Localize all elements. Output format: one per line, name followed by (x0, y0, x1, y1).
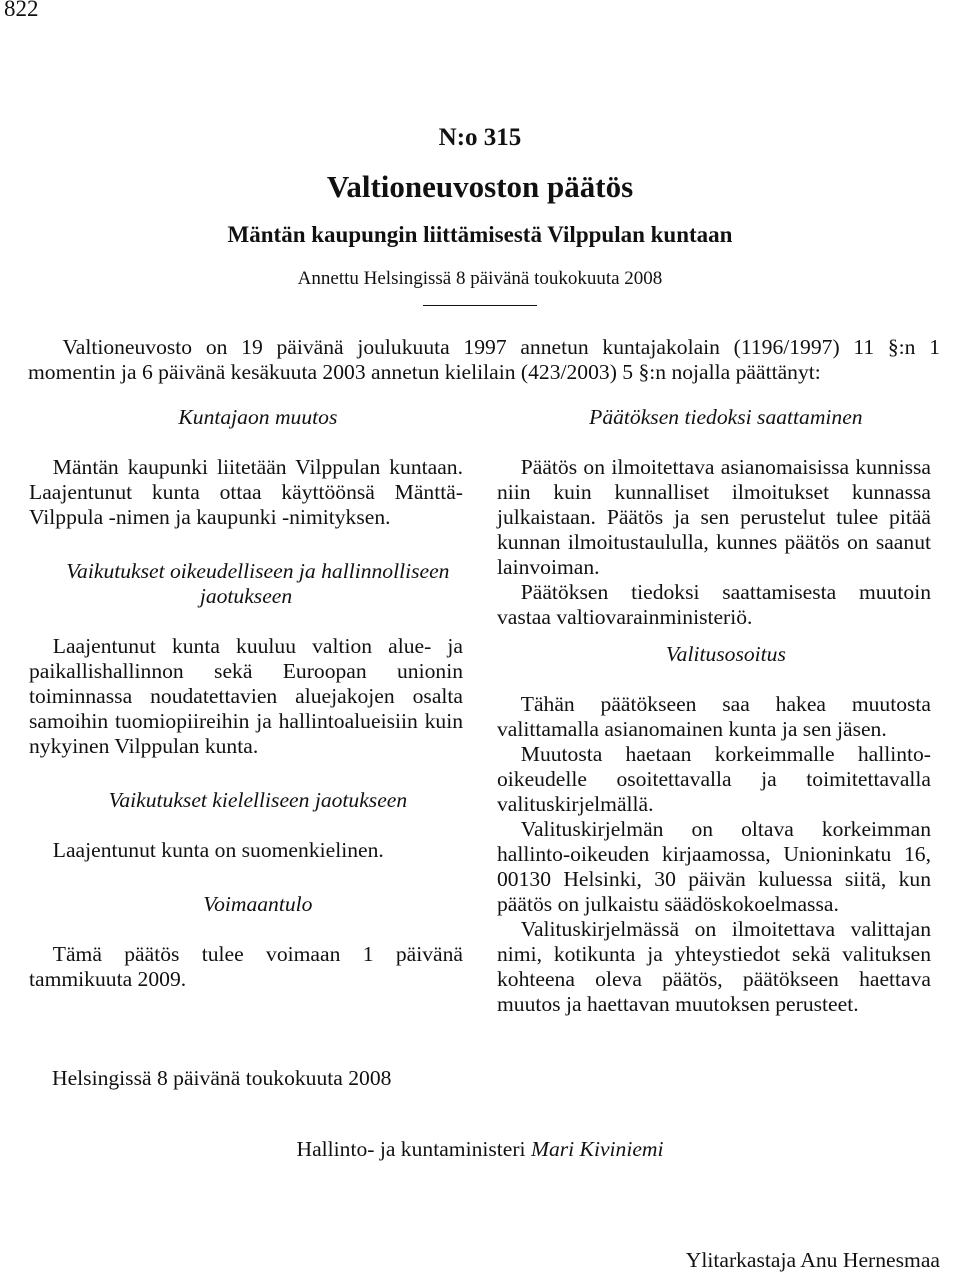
section-heading: Vaikutukset oikeudelliseen ja hallinnolliseen jaotukseen (66, 559, 450, 608)
section-paragraph: Valituskirjelmässä on ilmoitettava valittajan nimi, kotikunta ja yhteystiedot sekä valituksen kohteena oleva päätös, päätökseen haettava muutos ja haettavan muutoksen perusteet. (497, 917, 931, 1016)
section-paragraph: Valituskirjelmän on oltava korkeimman hallinto-oikeuden kirjaamossa, Unioninkatu 16, 00130 Helsinki, 30 päivän kuluessa siitä, kun päätös on julkaistu säädöskokoelmassa. (497, 817, 931, 916)
preamble (28, 335, 940, 385)
minister-name: Mari Kiviniemi (530, 1137, 664, 1161)
left-column (29, 405, 463, 992)
issued-line: Annettu Helsingissä 8 päivänä toukokuuta 2008 (297, 268, 663, 289)
minister-signature (0, 1137, 960, 1162)
section-paragraph: Tämä päätös tulee voimaan 1 päivänä tammikuuta 2009. (29, 942, 463, 991)
section-paragraph: Laajentunut kunta kuuluu valtion alue- ja paikallishallinnon sekä Euroopan unionin toiminnassa noudatettavien aluejakojen osalta samoihin tuomiopiireihin ja hallintoalueisiin kuin nykyinen Vilppulan kunta. (29, 634, 463, 758)
section-paragraph: Tähän päätökseen saa hakea muutosta valittamalla asianomainen kunta ja sen jäsen. (497, 692, 931, 741)
section-paragraph: Mäntän kaupunki liitetään Vilppulan kuntaan. Laajentunut kunta ottaa käyttöönsä Mänttä-Vilppula -nimen ja kaupunki -nimityksen. (29, 455, 463, 529)
document-subtitle: Mäntän kaupungin liittämisestä Vilppulan kuntaan (227, 222, 733, 247)
section-heading: Vaikutukset kielelliseen jaotukseen (108, 788, 408, 812)
preamble-text: Valtioneuvosto on 19 päivänä joulukuuta 1997 annetun kuntajakolain (1196/1997) 11 §:n 1 momentin ja 6 päivänä kesäkuuta 2003 annetun kielilain (423/2003) 5 §:n nojalla päättänyt: (28, 335, 940, 384)
title-divider (423, 305, 537, 306)
document-title: Valtioneuvoston päätös (326, 169, 634, 204)
section-heading: Valitusosoitus (665, 642, 786, 666)
official-signature: Ylitarkastaja Anu Hernesmaa (685, 1248, 940, 1272)
signing-place-date: Helsingissä 8 päivänä toukokuuta 2008 (52, 1066, 392, 1090)
section-paragraph: Päätöksen tiedoksi saattamisesta muutoin vastaa valtiovarainministeriö. (497, 580, 931, 629)
section-heading: Päätöksen tiedoksi saattaminen (589, 405, 863, 429)
statute-number: N:o 315 (438, 124, 522, 151)
section-paragraph: Päätös on ilmoitettava asianomaisissa kunnissa niin kuin kunnalliset ilmoitukset kunnassa julkaistaan. Päätös ja sen perustelut tulee pitää kunnan ilmoitustaululla, kunnes päätös on saanut lainvoiman. (497, 455, 931, 579)
section-paragraph: Laajentunut kunta on suomenkielinen. (52, 838, 384, 862)
section-heading: Kuntajaon muutos (178, 405, 338, 429)
section-heading: Voimaantulo (203, 892, 313, 916)
right-column (497, 405, 931, 1017)
minister-title: Hallinto- ja kuntaministeri (296, 1137, 526, 1161)
section-paragraph: Muutosta haetaan korkeimmalle hallinto-oikeudelle osoitettavalla ja toimitettavalla valituskirjelmällä. (497, 742, 931, 816)
page-number: 822 (4, 0, 39, 21)
